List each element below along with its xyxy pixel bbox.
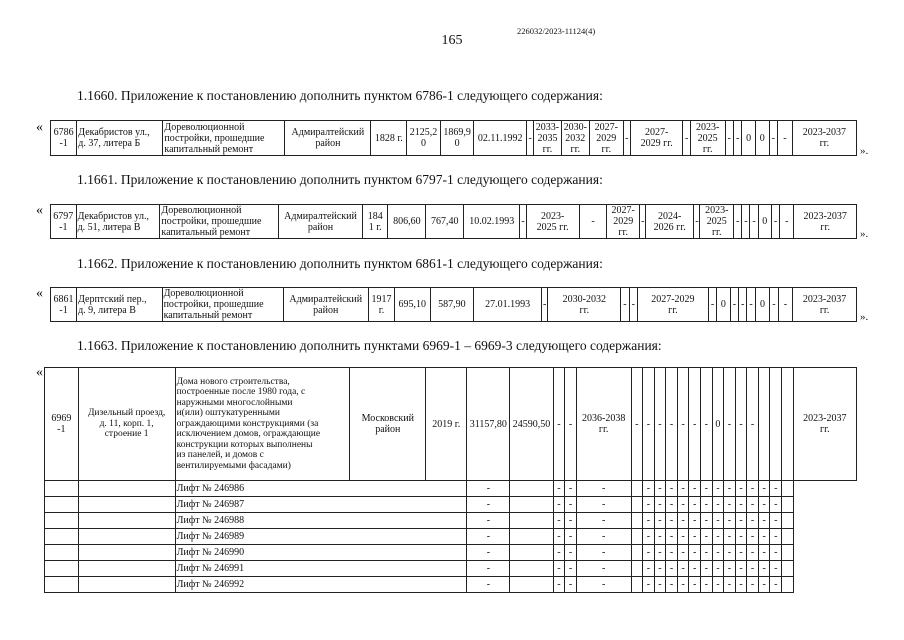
table-cell: - [576,561,631,577]
table-cell: - [712,577,724,593]
table-cell: - [643,368,655,481]
table-cell: 6797 -1 [51,205,77,239]
section-heading-1660: 1.1660. Приложение к постановлению дополнить пунктом 6786-1 следующего содержания: [77,88,603,103]
table-cell [782,368,794,481]
table-cell: - [771,205,779,239]
page-number: 165 [441,33,463,48]
table-cell: - [520,205,526,239]
table-cell: - [770,497,782,513]
lift-label: Лифт № 246990 [175,545,467,561]
table-cell: - [565,529,577,545]
table-cell [45,545,79,561]
table-cell: 2027- 2029 гг. [607,205,640,239]
table-cell: 0 [755,288,770,322]
table-cell: - [677,529,689,545]
table-row [45,481,857,497]
table-cell: - [735,368,747,481]
table-cell: - [467,577,510,593]
table-cell [770,368,782,481]
table-cell: 1869,9 0 [440,121,474,156]
table-cell: - [735,577,747,593]
table-cell: - [643,577,655,593]
table-cell: 0 [755,121,769,156]
table-cell: - [724,529,736,545]
table-cell: - [565,513,577,529]
table-cell: 2019 г. [426,368,467,481]
table-cell: 2125,2 0 [407,121,441,156]
table-cell [78,545,175,561]
table-cell: - [689,368,701,481]
table-cell: - [733,121,741,156]
table-cell: - [747,545,759,561]
table-cell: - [739,288,747,322]
table-cell [782,577,794,593]
close-quote: ». [860,228,869,240]
table-row [45,561,857,577]
table-cell: 2023- 2025 гг. [700,205,734,239]
table-cell: - [677,577,689,593]
table-cell: - [724,513,736,529]
table-cell: - [654,561,666,577]
table-cell: - [666,368,678,481]
table-cell: - [643,513,655,529]
table-cell: 2027- 2029 гг. [589,121,623,156]
table-cell: - [654,529,666,545]
lift-label: Лифт № 246988 [175,513,467,529]
table-cell: Дореволюционной постройки, прошедшие капитальный ремонт [160,205,279,239]
table-cell: 2030-2032 гг. [548,288,621,322]
table-cell [631,577,643,593]
lift-label: Лифт № 246991 [175,561,467,577]
table-cell [631,513,643,529]
table-cell: - [708,288,716,322]
table-row [45,497,857,513]
table-cell [510,545,553,561]
table-cell: - [654,577,666,593]
table-cell: - [747,577,759,593]
table-cell: 2027- 2029 гг. [630,121,683,156]
table-cell: 1917 г. [369,288,395,322]
table-cell: - [758,577,770,593]
table-cell: 2023-2037 гг. [794,205,857,239]
table-cell: 2023-2037 гг. [793,368,856,481]
table-cell: - [677,497,689,513]
table-cell: - [701,545,713,561]
table-cell: 0 [742,121,756,156]
table-cell: 2024- 2026 гг. [646,205,694,239]
table-cell: - [579,205,607,239]
section-heading-1662: 1.1662. Приложение к постановлению дополнить пунктом 6861-1 следующего содержания: [77,256,603,271]
table-cell: - [701,529,713,545]
table-cell: - [467,513,510,529]
open-quote: « [36,286,43,301]
table-cell: 6786 -1 [51,121,77,156]
table-cell: 2030- 2032 гг. [561,121,589,156]
table-cell: - [677,368,689,481]
table-cell: - [758,561,770,577]
table-cell: - [654,513,666,529]
table-cell: 6861 -1 [51,288,77,322]
open-quote: « [36,120,43,135]
table-cell [45,481,79,497]
table-item-6786-1 [50,120,857,156]
table-cell: 10.02.1993 [464,205,520,239]
table-cell: - [643,481,655,497]
table-cell: - [712,497,724,513]
table-cell: - [643,529,655,545]
table-cell: - [576,577,631,593]
table-cell: - [467,545,510,561]
table-cell: - [724,577,736,593]
table-cell [510,529,553,545]
table-cell: - [553,561,565,577]
close-quote: ». [860,145,869,157]
table-cell: - [654,497,666,513]
table-cell: 27.01.1993 [474,288,542,322]
table-cell: - [747,368,759,481]
table-cell: 0 [717,288,731,322]
table-cell: - [701,561,713,577]
table-cell: - [712,481,724,497]
table-cell: - [758,529,770,545]
open-quote: « [36,203,43,218]
lift-label: Лифт № 246989 [175,529,467,545]
table-cell [631,561,643,577]
table-cell: - [770,288,778,322]
table-cell: - [780,205,794,239]
table-cell: - [734,205,742,239]
table-cell: - [565,368,577,481]
table-cell: - [735,513,747,529]
table-cell: - [770,545,782,561]
table-cell [78,481,175,497]
table-cell: - [701,368,713,481]
table-cell [782,481,794,497]
table-cell: - [712,529,724,545]
table-cell: - [712,513,724,529]
table-cell: - [694,205,700,239]
table-cell: - [526,121,533,156]
table-cell [758,368,770,481]
table-cell: - [640,205,646,239]
table-cell: 6969 -1 [45,368,79,481]
table-cell: - [553,368,565,481]
table-cell [782,497,794,513]
table-cell: - [725,121,733,156]
table-cell: - [467,561,510,577]
table-cell: Дизельный проезд, д. 11, корп. 1, строение 1 [78,368,175,481]
table-cell [45,513,79,529]
table-cell: - [643,561,655,577]
table-cell: - [654,545,666,561]
table-cell: - [747,561,759,577]
table-cell: - [666,545,678,561]
table-cell: - [683,121,690,156]
table-cell: - [701,513,713,529]
table-cell: Адмиралтейский район [283,288,369,322]
table-cell: - [770,529,782,545]
table-cell [631,481,643,497]
table-cell: 184 1 г. [362,205,388,239]
table-cell: - [778,121,793,156]
table-cell [631,545,643,561]
table-cell [510,513,553,529]
table-cell [510,497,553,513]
table-cell [78,561,175,577]
table-cell [78,529,175,545]
table-cell: 695,10 [395,288,430,322]
table-cell: - [770,513,782,529]
table-row [45,513,857,529]
table-row [45,545,857,561]
table-cell: - [576,513,631,529]
table-cell: 2036-2038 гг. [576,368,631,481]
table-cell [510,481,553,497]
table-cell: - [677,561,689,577]
open-quote: « [36,365,43,380]
table-cell: - [701,481,713,497]
table-cell: - [677,481,689,497]
table-cell [45,497,79,513]
table-cell: - [689,481,701,497]
table-cell: - [747,481,759,497]
table-cell: - [735,529,747,545]
table-cell: - [724,497,736,513]
table-cell [78,577,175,593]
table-cell: - [643,545,655,561]
table-row [45,529,857,545]
table-cell: - [631,368,643,481]
table-cell: - [701,497,713,513]
table-cell: - [724,368,736,481]
table-cell [782,545,794,561]
table-cell: - [565,481,577,497]
table-cell: - [770,481,782,497]
table-cell: 0 [712,368,724,481]
table-cell: - [747,529,759,545]
table-cell: - [747,288,755,322]
table-cell: - [769,121,777,156]
table-cell: - [553,481,565,497]
table-cell: 2027-2029 гг. [637,288,708,322]
table-cell [45,577,79,593]
table-cell: - [621,288,629,322]
table-cell: Дерптский пер., д. 9, литера В [77,288,163,322]
table-cell: Дореволюционной постройки, прошедшие капитальный ремонт [163,121,285,156]
table-cell: - [467,497,510,513]
table-cell: - [623,121,630,156]
lift-label: Лифт № 246986 [175,481,467,497]
table-cell: - [770,577,782,593]
table-cell: - [712,561,724,577]
table-cell: - [677,513,689,529]
table-cell: - [758,481,770,497]
table-cell: - [553,577,565,593]
table-item-6969 [44,367,857,593]
table-cell: - [467,481,510,497]
table-cell: 587,90 [430,288,474,322]
table-cell: - [643,497,655,513]
table-cell [45,529,79,545]
table-cell: - [730,288,738,322]
table-cell: 2033- 2035 гг. [535,121,560,155]
table-cell: - [747,497,759,513]
section-heading-1661: 1.1661. Приложение к постановлению дополнить пунктом 6797-1 следующего содержания: [77,172,603,187]
table-cell: - [735,545,747,561]
table-cell: - [758,497,770,513]
table-cell: - [689,577,701,593]
table-cell: 24590,50 [510,368,553,481]
table-cell: - [689,561,701,577]
table-cell: - [654,368,666,481]
table-cell: - [677,545,689,561]
table-cell: - [712,545,724,561]
table-cell: - [724,481,736,497]
table-cell: - [735,497,747,513]
table-cell: - [553,545,565,561]
table-cell: - [758,513,770,529]
table-cell: 767,40 [426,205,464,239]
table-cell: 02.11.1992 [474,121,527,156]
table-cell: Адмиралтейский район [279,205,363,239]
table-cell: - [565,561,577,577]
table-cell [78,497,175,513]
table-cell: - [750,205,758,239]
table-cell: - [689,497,701,513]
table-cell: - [565,497,577,513]
table-cell: - [689,529,701,545]
table-cell: - [576,481,631,497]
table-cell: - [666,561,678,577]
table-item-6797-1 [50,204,857,239]
table-cell: Декабристов ул., д. 37, литера Б [77,121,163,156]
table-cell: - [758,545,770,561]
table-cell: - [576,545,631,561]
lift-label: Лифт № 246992 [175,577,467,593]
close-quote: ». [860,311,869,323]
table-cell: - [666,481,678,497]
table-cell: 1828 г. [371,121,407,156]
table-cell: 31157,80 [467,368,510,481]
table-cell: - [778,288,793,322]
table-cell: 2023- 2025 гг. [526,205,579,239]
table-cell: - [735,561,747,577]
table-cell: - [701,577,713,593]
table-cell: - [747,513,759,529]
table-row [45,577,857,593]
table-cell: - [542,288,548,322]
table-cell: - [666,513,678,529]
table-cell: Московский район [350,368,426,481]
table-cell: - [742,205,750,239]
table-cell [631,529,643,545]
table-cell: - [553,529,565,545]
table-cell [782,561,794,577]
table-cell: - [629,288,637,322]
table-cell: 2023-2037 гг. [793,288,857,322]
table-cell: - [724,561,736,577]
table-cell: 806,60 [388,205,426,239]
section-heading-1663: 1.1663. Приложение к постановлению дополнить пунктами 6969-1 – 6969-3 следующего содержания: [77,338,662,353]
lift-label: Лифт № 246987 [175,497,467,513]
table-cell: - [576,529,631,545]
table-cell [78,513,175,529]
table-cell: - [689,513,701,529]
table-cell: Дореволюционной постройки, прошедшие капитальный ремонт [162,288,283,322]
table-cell: - [689,545,701,561]
table-cell: Декабристов ул., д. 51, литера В [76,205,160,239]
table-cell: - [735,481,747,497]
table-cell: - [666,577,678,593]
table-cell: - [565,577,577,593]
table-cell: - [724,545,736,561]
table-cell: - [553,497,565,513]
table-cell: Дома нового строительства, построенные после 1980 года, с наружными многослойными и(или) оштукатуренными ограждающими конструкциями (за исключением домов, ограждающие конструкции которых выполнены из панелей, и домов с вентилируемыми фасадами) [175,368,350,481]
table-cell: Адмиралтейский район [285,121,371,156]
table-cell: - [770,561,782,577]
table-item-6861-1 [50,287,857,322]
table-cell [510,561,553,577]
table-cell: - [666,529,678,545]
table-cell [631,497,643,513]
document-id: 226032/2023-11124(4) [517,26,596,36]
table-cell: - [666,497,678,513]
table-cell [45,561,79,577]
table-cell: 2023-2037 гг. [792,121,856,156]
table-cell [782,513,794,529]
table-cell: - [553,513,565,529]
table-cell [782,529,794,545]
table-cell: - [565,545,577,561]
table-cell: - [654,481,666,497]
table-cell: - [467,529,510,545]
table-cell: 2023- 2025 гг. [690,121,725,156]
table-cell: - [576,497,631,513]
table-cell [510,577,553,593]
table-cell: 0 [758,205,771,239]
